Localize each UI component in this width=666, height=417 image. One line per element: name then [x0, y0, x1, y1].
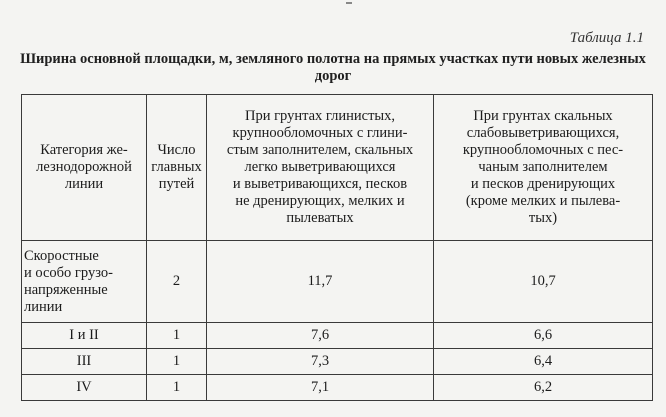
- row-clay-width: 7,3: [207, 349, 434, 375]
- row-category: III: [22, 349, 147, 375]
- table-row: [22, 323, 653, 349]
- table-row: [22, 241, 653, 323]
- header-rock-soils: При грунтах скальных слабовыветривающихся, крупнообломочных с пес- чаным заполнителем и песков дренирующих (кроме мелких и пылева- тых): [434, 95, 653, 241]
- row-clay-width: 11,7: [207, 241, 434, 323]
- table-number: Таблица 1.1: [569, 30, 644, 46]
- row-category: IV: [22, 375, 147, 401]
- table-caption: Ширина основной площадки, м, земляного полотна на прямых участках пути новых железных дорог: [20, 51, 646, 84]
- roadbed-width-table: [21, 94, 653, 401]
- row-tracks: 2: [147, 241, 207, 323]
- header-clay-soils: При грунтах глинистых, крупнообломочных с глини- стым заполнителем, скальных легко выветривающихся и выветривающихся, песков не дренирующих, мелких и пылеватых: [207, 95, 434, 241]
- header-tracks: Число главных путей: [147, 95, 207, 241]
- row-tracks: 1: [147, 375, 207, 401]
- row-clay-width: 7,6: [207, 323, 434, 349]
- table-row: [22, 375, 653, 401]
- scan-mark: [346, 2, 352, 4]
- row-tracks: 1: [147, 349, 207, 375]
- row-tracks: 1: [147, 323, 207, 349]
- row-rock-width: 10,7: [434, 241, 653, 323]
- row-rock-width: 6,4: [434, 349, 653, 375]
- row-rock-width: 6,2: [434, 375, 653, 401]
- header-category: Категория же- лезнодорожной линии: [22, 95, 147, 241]
- row-clay-width: 7,1: [207, 375, 434, 401]
- row-category: Скоростные и особо грузо- напряженные линии: [22, 241, 147, 323]
- row-rock-width: 6,6: [434, 323, 653, 349]
- table-row: [22, 349, 653, 375]
- header-row: [22, 95, 653, 241]
- row-category: I и II: [22, 323, 147, 349]
